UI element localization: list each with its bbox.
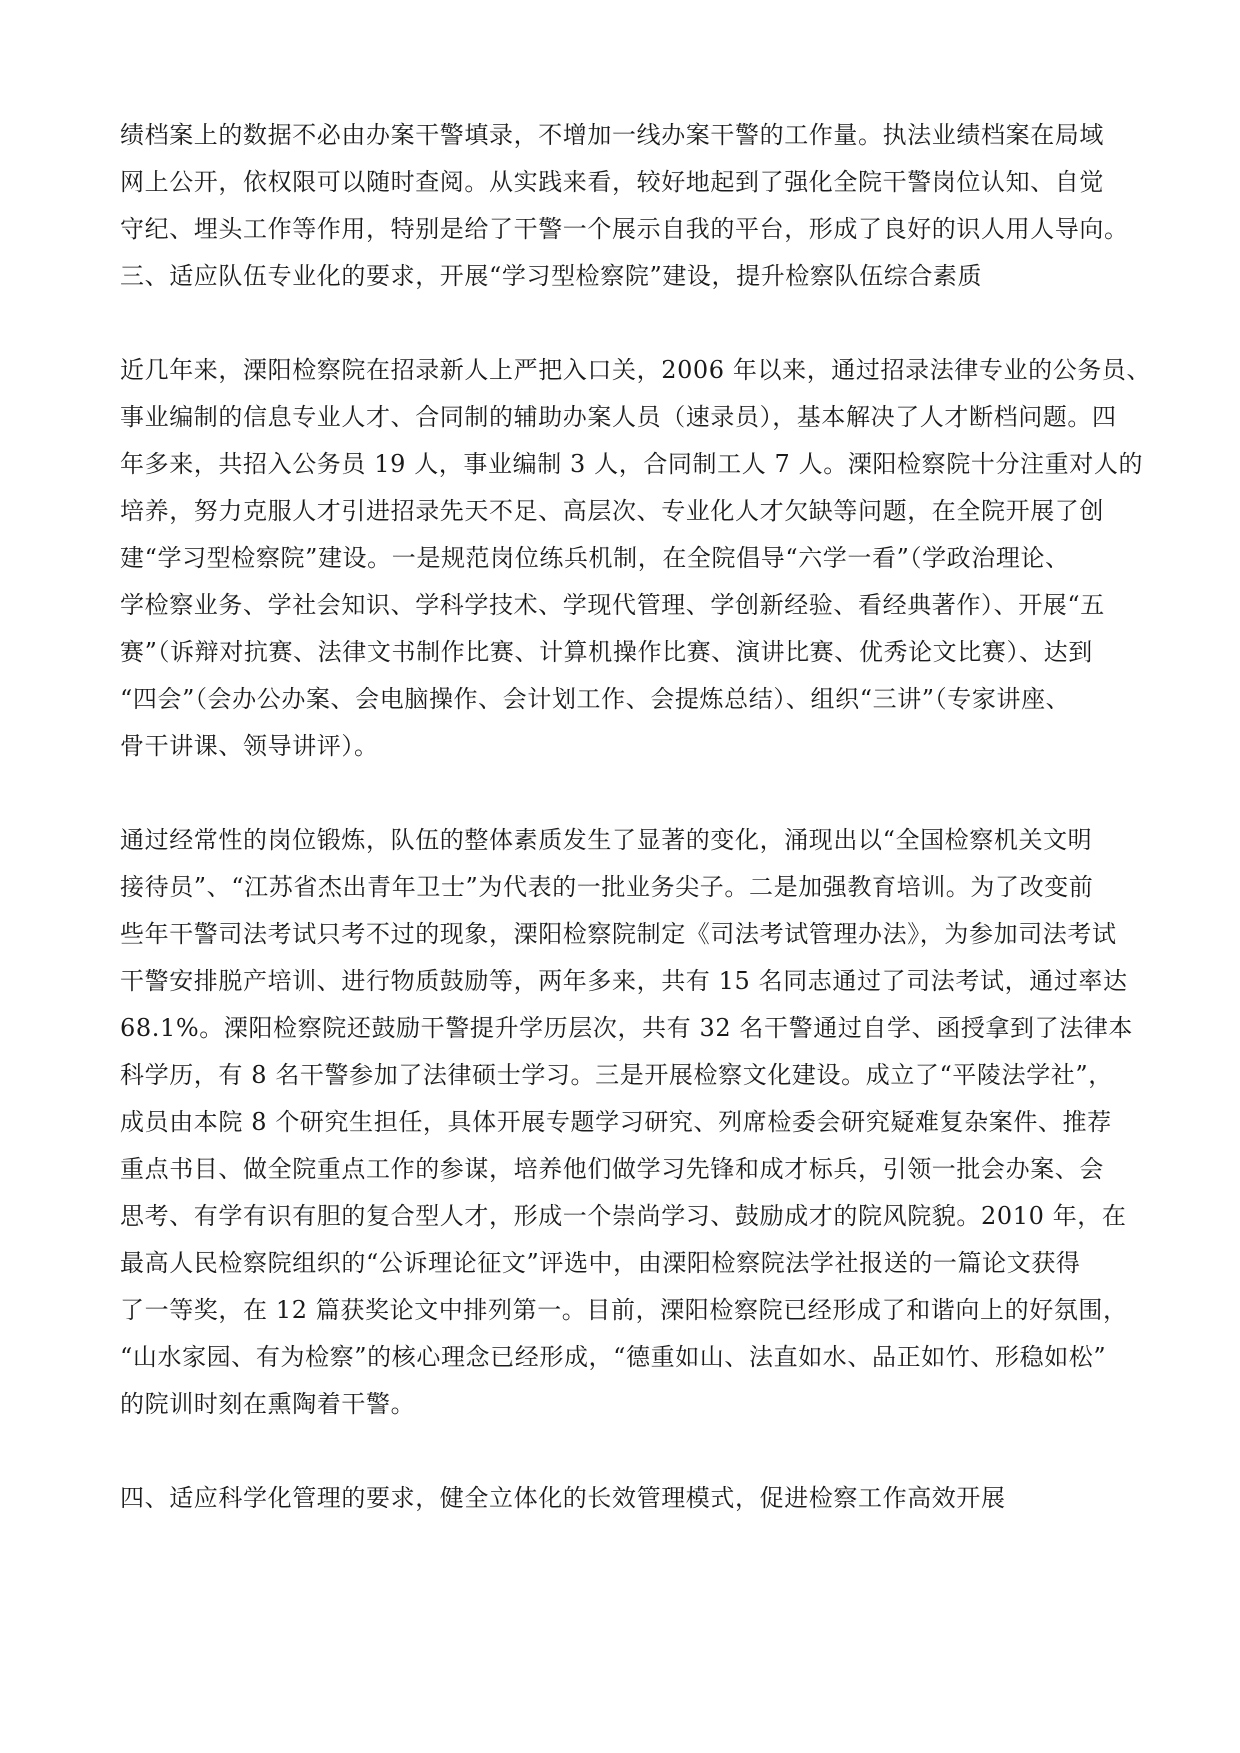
text-line: 培养，努力克服人才引进招录先天不足、高层次、专业化人才欠缺等问题，在全院开展了创 — [120, 497, 1104, 525]
text-line: 干警安排脱产培训、进行物质鼓励等，两年多来，共有 15 名同志通过了司法考试，通过率达 — [120, 967, 1128, 995]
paragraph-gap — [120, 1428, 1120, 1475]
text-line: 网上公开，依权限可以随时查阅。从实践来看，较好地起到了强化全院干警岗位认知、自觉 — [120, 168, 1104, 196]
text-line: “山水家园、有为检察”的核心理念已经形成，“德重如山、法直如水、品正如竹、形稳如松” — [120, 1343, 1107, 1371]
text-line: 事业编制的信息专业人才、合同制的辅助办案人员（速录员），基本解决了人才断档问题。四 — [120, 403, 1117, 431]
text-line: 了一等奖，在 12 篇获奖论文中排列第一。目前，溧阳检察院已经形成了和谐向上的好氛围， — [120, 1296, 1128, 1324]
text-line: 学检察业务、学社会知识、学科学技术、学现代管理、学创新经验、看经典著作）、开展“五 — [120, 591, 1105, 619]
text-line: 68.1%。溧阳检察院还鼓励干警提升学历层次，共有 32 名干警通过自学、函授拿到了法律本 — [120, 1014, 1134, 1042]
text-line: 最高人民检察院组织的“公诉理论征文”评选中，由溧阳检察院法学社报送的一篇论文获得 — [120, 1249, 1081, 1277]
paragraph-3 — [120, 817, 1134, 1428]
text-line: 守纪、埋头工作等作用，特别是给了干警一个展示自我的平台，形成了良好的识人用人导向。 — [120, 215, 1129, 243]
text-line: 科学历，有 8 名干警参加了法律硕士学习。三是开展检察文化建设。成立了“平陵法学社”， — [120, 1061, 1113, 1089]
text-line: 的院训时刻在熏陶着干警。 — [120, 1390, 416, 1418]
text-line: 些年干警司法考试只考不过的现象，溧阳检察院制定《司法考试管理办法》，为参加司法考试 — [120, 920, 1117, 948]
text-line: 成员由本院 8 个研究生担任，具体开展专题学习研究、列席检委会研究疑难复杂案件、推荐 — [120, 1108, 1112, 1136]
text-line: 年多来，共招入公务员 19 人，事业编制 3 人，合同制工人 7 人。溧阳检察院十分注重对人的 — [120, 450, 1144, 478]
text-line: 赛”（诉辩对抗赛、法律文书制作比赛、计算机操作比赛、演讲比赛、优秀论文比赛）、达到 — [120, 638, 1093, 666]
text-line: 骨干讲课、领导讲评）。 — [120, 732, 379, 760]
text-line: 重点书目、做全院重点工作的参谋，培养他们做学习先锋和成才标兵，引领一批会办案、会 — [120, 1155, 1104, 1183]
text-line: 建“学习型检察院”建设。一是规范岗位练兵机制，在全院倡导“六学一看”（学政治理论、 — [120, 544, 1070, 572]
section-heading-4: 四、适应科学化管理的要求，健全立体化的长效管理模式，促进检察工作高效开展 — [120, 1484, 1006, 1512]
paragraph-2 — [120, 347, 1152, 770]
paragraph-gap — [120, 770, 1120, 817]
text-line: 绩档案上的数据不必由办案干警填录，不增加一线办案干警的工作量。执法业绩档案在局域 — [120, 121, 1104, 149]
paragraph-4 — [120, 1475, 1120, 1522]
document-body — [120, 112, 1152, 1522]
text-line: 思考、有学有识有胆的复合型人才，形成一个崇尚学习、鼓励成才的院风院貌。2010 年，在 — [120, 1202, 1127, 1230]
text-line: 接待员”、“江苏省杰出青年卫士”为代表的一批业务尖子。二是加强教育培训。为了改变前 — [120, 873, 1094, 901]
text-line: 通过经常性的岗位锻炼，队伍的整体素质发生了显著的变化，涌现出以“全国检察机关文明 — [120, 826, 1093, 854]
text-line: “四会”（会办公办案、会电脑操作、会计划工作、会提炼总结）、组织“三讲”（专家讲座、 — [120, 685, 1071, 713]
section-heading-3: 三、适应队伍专业化的要求，开展“学习型检察院”建设，提升检察队伍综合素质 — [120, 262, 983, 290]
paragraph-1 — [120, 112, 1129, 300]
text-line: 近几年来，溧阳检察院在招录新人上严把入口关，2006 年以来，通过招录法律专业的公务员、 — [120, 356, 1152, 384]
paragraph-gap — [120, 300, 1120, 347]
